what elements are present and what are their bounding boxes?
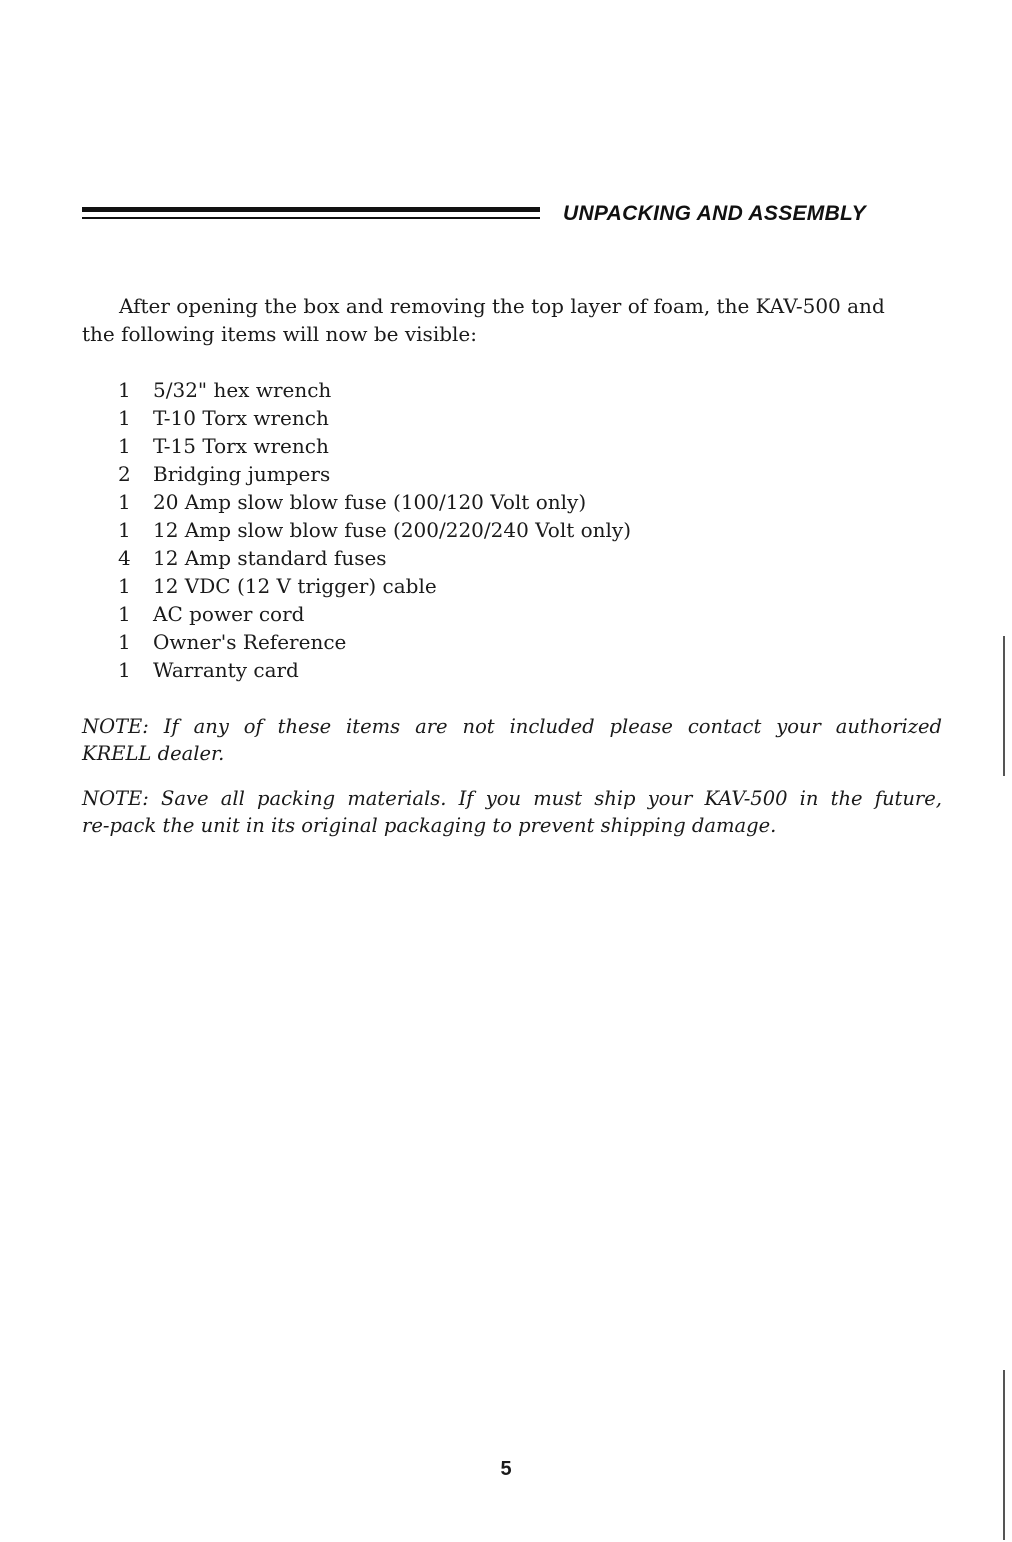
- item-description: 5/32" hex wrench: [153, 378, 332, 402]
- header-rule-thin: [82, 217, 540, 219]
- note-line: KRELL dealer.: [82, 742, 225, 765]
- item-description: AC power cord: [153, 602, 305, 626]
- list-item: [118, 656, 818, 684]
- note-line: re-pack the unit in its original packaging to prevent shipping damage.: [82, 814, 777, 837]
- note-line: NOTE: Save all packing materials. If you must ship your KAV-500 in the future,: [82, 787, 942, 810]
- item-quantity: 1: [118, 406, 131, 430]
- item-description: 12 Amp standard fuses: [153, 546, 387, 570]
- scan-edge-mark: [1003, 1370, 1005, 1540]
- page-number: 5: [500, 1458, 512, 1480]
- section-title: UNPACKING AND ASSEMBLY: [563, 202, 866, 225]
- item-quantity: 1: [118, 490, 131, 514]
- item-description: Warranty card: [153, 658, 299, 682]
- note-line: NOTE: If any of these items are not included please contact your authorized: [82, 715, 942, 738]
- list-item: [118, 572, 818, 600]
- list-item: [118, 432, 818, 460]
- item-quantity: 1: [118, 434, 131, 458]
- list-item: [118, 600, 818, 628]
- item-description: T-15 Torx wrench: [153, 434, 329, 458]
- intro-line-2: the following items will now be visible:: [82, 322, 477, 346]
- note-packing-materials: [82, 785, 942, 839]
- list-item: [118, 460, 818, 488]
- list-item: [118, 516, 818, 544]
- list-item: [118, 544, 818, 572]
- note-missing-items: [82, 713, 942, 767]
- item-quantity: 1: [118, 378, 131, 402]
- scan-edge-mark: [1003, 636, 1005, 776]
- item-quantity: 1: [118, 602, 131, 626]
- item-quantity: 1: [118, 518, 131, 542]
- item-description: 12 Amp slow blow fuse (200/220/240 Volt only): [153, 518, 632, 542]
- intro-paragraph: [82, 292, 942, 348]
- item-quantity: 2: [118, 462, 131, 486]
- list-item: [118, 488, 818, 516]
- item-quantity: 1: [118, 630, 131, 654]
- item-description: Bridging jumpers: [153, 462, 331, 486]
- list-item: [118, 376, 818, 404]
- item-description: 12 VDC (12 V trigger) cable: [153, 574, 437, 598]
- item-description: 20 Amp slow blow fuse (100/120 Volt only): [153, 490, 587, 514]
- item-description: T-10 Torx wrench: [153, 406, 329, 430]
- header-rule: [82, 207, 540, 212]
- item-quantity: 4: [118, 546, 131, 570]
- item-description: Owner's Reference: [153, 630, 347, 654]
- item-quantity: 1: [118, 574, 131, 598]
- package-contents-list: [118, 376, 818, 684]
- list-item: [118, 628, 818, 656]
- item-quantity: 1: [118, 658, 131, 682]
- list-item: [118, 404, 818, 432]
- intro-line-1: After opening the box and removing the top layer of foam, the KAV-500 and: [119, 294, 885, 318]
